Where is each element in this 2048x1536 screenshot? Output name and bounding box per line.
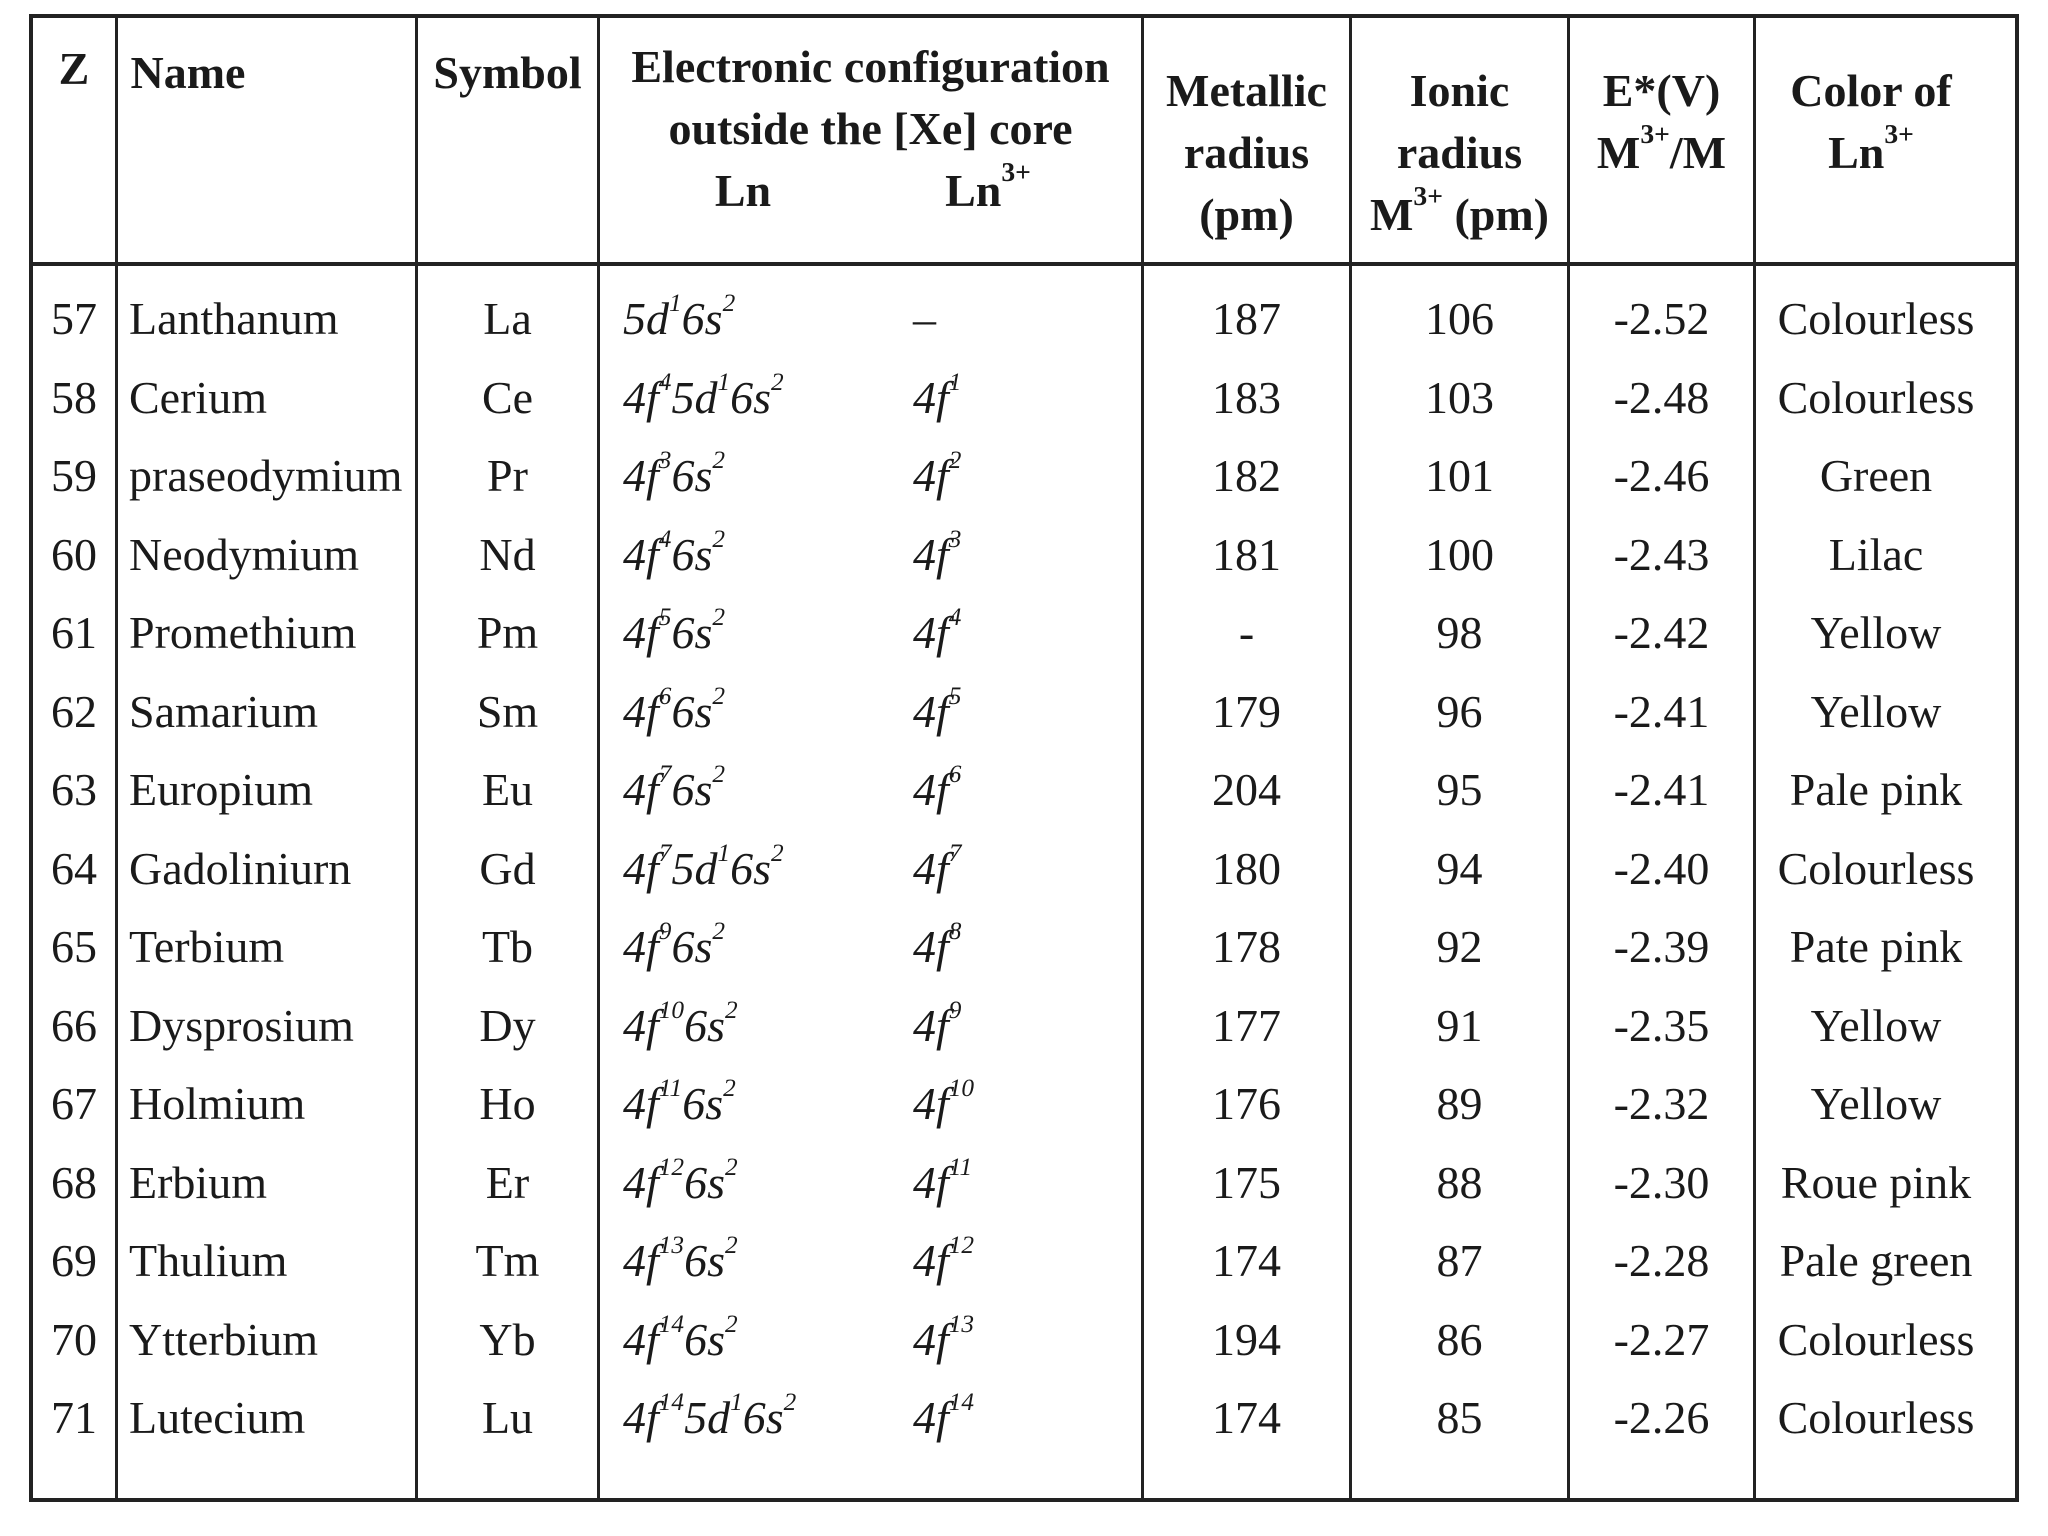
config-term: 6s: [671, 921, 713, 972]
cell-z: 66: [51, 1000, 97, 1051]
cell-symbol: Yb: [479, 1314, 536, 1365]
cell-color: Yellow: [1810, 1078, 1942, 1129]
config-exponent: 14: [948, 1388, 975, 1417]
cell-ln3-config: [913, 997, 1103, 1055]
cell-e-potential: -2.41: [1613, 764, 1710, 815]
lanthanide-table: [29, 14, 2019, 1502]
config-term: 4f: [623, 921, 659, 972]
config-exponent: 2: [712, 603, 725, 632]
cell-symbol: Pm: [476, 607, 539, 658]
cell-e-potential: -2.27: [1613, 1314, 1710, 1365]
cell-ionic-radius: 98: [1436, 607, 1483, 658]
cell-z: 63: [51, 764, 97, 815]
header-electronic-configuration: Electronic configuration outside the [Xe] core: [631, 41, 1110, 154]
cell-metallic-radius: 187: [1212, 293, 1281, 344]
cell-symbol: Gd: [479, 843, 536, 894]
cell-e-potential: -2.43: [1613, 529, 1710, 580]
config-exponent: 10: [948, 1074, 975, 1103]
config-exponent: 2: [712, 525, 725, 554]
header-divider: [33, 262, 2015, 266]
header-ionic-unit: (pm): [1442, 189, 1549, 240]
config-exponent: 5: [658, 603, 672, 632]
config-term: 6s: [682, 1078, 724, 1129]
header-symbol: Symbol: [433, 47, 582, 98]
cell-ln-config: [623, 1389, 923, 1447]
cell-ionic-radius: 101: [1425, 450, 1494, 501]
config-term: 6s: [684, 1157, 725, 1208]
config-exponent: 7: [658, 839, 672, 868]
cell-ionic-radius: 100: [1425, 529, 1494, 580]
cell-e-potential: -2.30: [1613, 1157, 1710, 1208]
config-exponent: 14: [658, 1310, 685, 1339]
config-exponent: 1: [717, 839, 731, 868]
cell-e-potential: -2.35: [1613, 1000, 1710, 1051]
config-term: 4f: [913, 529, 949, 580]
cell-name: Terbium: [129, 921, 285, 972]
cell-e-potential: -2.46: [1613, 450, 1710, 501]
cell-z: 69: [51, 1235, 97, 1286]
cell-ln3-config: [913, 447, 1103, 505]
cell-metallic-radius: 204: [1212, 764, 1281, 815]
config-term: –: [913, 293, 936, 344]
header-e-base: M: [1596, 127, 1641, 178]
cell-ionic-radius: 91: [1436, 1000, 1483, 1051]
cell-metallic-radius: 179: [1212, 686, 1281, 737]
config-exponent: 2: [783, 1388, 797, 1417]
cell-z: 71: [51, 1392, 97, 1443]
cell-color: Pate pink: [1789, 921, 1963, 972]
cell-symbol: Eu: [481, 764, 534, 815]
config-term: 4f: [623, 1235, 659, 1286]
config-term: 6s: [671, 529, 713, 580]
cell-ln3-config: [913, 526, 1103, 584]
cell-name: Europium: [129, 764, 313, 815]
cell-ionic-radius: 95: [1436, 764, 1483, 815]
cell-ln-config: [623, 447, 923, 505]
config-exponent: 12: [658, 1153, 685, 1182]
cell-ln-config: [623, 761, 923, 819]
cell-symbol: Tm: [475, 1235, 540, 1286]
config-term: 4f: [913, 1235, 949, 1286]
cell-ln3-config: [913, 1389, 1103, 1447]
cell-color: Pale pink: [1789, 764, 1963, 815]
config-exponent: 13: [658, 1231, 685, 1260]
header-e-potential: E*(V) $M^{3+}/M$: [1596, 65, 1727, 178]
cell-symbol: Lu: [481, 1392, 534, 1443]
header-name: Name: [130, 47, 246, 98]
cell-metallic-radius: 183: [1212, 372, 1281, 423]
cell-z: 61: [51, 607, 97, 658]
config-exponent: 2: [712, 760, 725, 789]
config-exponent: 2: [712, 917, 725, 946]
cell-ionic-radius: 88: [1436, 1157, 1483, 1208]
cell-name: Samarium: [129, 686, 319, 737]
cell-ln3-config: [913, 1154, 1103, 1212]
config-exponent: 1: [669, 289, 682, 318]
cell-metallic-radius: 178: [1212, 921, 1281, 972]
cell-e-potential: -2.48: [1613, 372, 1710, 423]
cell-color: Colourless: [1777, 372, 1975, 423]
cell-ionic-radius: 86: [1436, 1314, 1483, 1365]
header-ionic-base: M: [1370, 189, 1414, 240]
cell-ln-config: [623, 1311, 923, 1369]
cell-symbol: Pr: [487, 450, 528, 501]
cell-z: 67: [51, 1078, 97, 1129]
cell-ionic-radius: 92: [1436, 921, 1483, 972]
config-term: 4f: [913, 372, 949, 423]
cell-z: 57: [51, 293, 97, 344]
config-term: 6s: [684, 1000, 725, 1051]
config-term: 4f: [623, 1392, 659, 1443]
cell-metallic-radius: 180: [1212, 843, 1281, 894]
cell-color: Colourless: [1777, 1314, 1975, 1365]
config-term: 5d: [623, 293, 669, 344]
config-exponent: 4: [658, 368, 672, 397]
cell-ln3-config: [913, 290, 1103, 348]
cell-symbol: Er: [485, 1157, 530, 1208]
config-exponent: 1: [730, 1388, 743, 1417]
cell-name: Promethium: [129, 607, 357, 658]
config-term: 4f: [623, 1000, 659, 1051]
cell-ln3-config: [913, 1075, 1103, 1133]
config-term: 4f: [913, 607, 949, 658]
cell-e-potential: -2.32: [1613, 1078, 1710, 1129]
config-term: 4f: [623, 686, 659, 737]
config-term: 4f: [913, 1392, 949, 1443]
cell-name: Ytterbium: [129, 1314, 319, 1365]
config-exponent: 5: [948, 682, 962, 711]
config-term: 4f: [623, 1314, 659, 1365]
cell-color: Green: [1819, 450, 1933, 501]
config-term: 6s: [681, 293, 723, 344]
cell-name: Neodymium: [129, 529, 359, 580]
config-term: 5d: [684, 1392, 731, 1443]
header-ionic-sup: 3+: [1413, 180, 1443, 212]
cell-symbol: Tb: [481, 921, 534, 972]
config-exponent: 13: [948, 1310, 975, 1339]
config-term: 4f: [913, 1314, 949, 1365]
config-term: 4f: [623, 450, 659, 501]
config-term: 4f: [913, 843, 949, 894]
config-exponent: 9: [948, 996, 962, 1025]
cell-z: 58: [51, 372, 97, 423]
config-exponent: 2: [948, 446, 962, 475]
config-term: 4f: [623, 764, 659, 815]
config-term: 4f: [623, 529, 659, 580]
cell-ln3-config: [913, 369, 1103, 427]
cell-e-potential: -2.39: [1613, 921, 1710, 972]
column-divider: [597, 18, 600, 1498]
cell-z: 59: [51, 450, 97, 501]
config-exponent: 2: [724, 1310, 738, 1339]
cell-ln3-config: [913, 1311, 1103, 1369]
config-exponent: 1: [948, 368, 962, 397]
config-term: 6s: [671, 686, 713, 737]
cell-metallic-radius: 182: [1212, 450, 1281, 501]
cell-e-potential: -2.40: [1613, 843, 1710, 894]
cell-ln-config: [623, 526, 923, 584]
config-term: 4f: [913, 921, 949, 972]
cell-ln-config: [623, 1075, 923, 1133]
cell-z: 70: [51, 1314, 97, 1365]
header-color-base: Ln: [1828, 127, 1885, 178]
config-exponent: 10: [658, 996, 685, 1025]
cell-ln-config: [623, 997, 923, 1055]
config-term: 4f: [623, 607, 659, 658]
header-config-ln3: [913, 156, 1063, 222]
config-term: 6s: [684, 1314, 725, 1365]
header-z: Z: [58, 43, 90, 94]
config-exponent: 2: [771, 839, 784, 868]
config-term: 4f: [913, 1157, 949, 1208]
cell-name: Thulium: [129, 1235, 288, 1286]
config-term: 5d: [671, 372, 718, 423]
config-exponent: 7: [948, 839, 962, 868]
cell-color: Lilac: [1828, 529, 1924, 580]
config-exponent: 3: [658, 446, 672, 475]
config-exponent: 2: [722, 289, 736, 318]
cell-color: Pale green: [1779, 1235, 1973, 1286]
cell-ln-config: [623, 604, 923, 662]
cell-metallic-radius: 175: [1212, 1157, 1281, 1208]
cell-ionic-radius: 103: [1425, 372, 1494, 423]
cell-ln-config: [623, 1154, 923, 1212]
header-color: Color of $Ln^{3+}$: [1790, 65, 1952, 178]
cell-ionic-radius: 96: [1436, 686, 1483, 737]
cell-symbol: La: [483, 293, 532, 344]
config-term: 4f: [623, 1078, 659, 1129]
header-config-ln: Ln: [714, 165, 772, 216]
cell-ionic-radius: 85: [1436, 1392, 1483, 1443]
cell-ionic-radius: 87: [1436, 1235, 1483, 1286]
cell-symbol: Sm: [476, 686, 539, 737]
cell-z: 62: [51, 686, 97, 737]
config-term: 4f: [913, 686, 949, 737]
config-exponent: 11: [658, 1074, 683, 1103]
cell-name: Erbium: [129, 1157, 267, 1208]
header-ionic-radius: Ionic radius $M^{3+}$ (pm): [1370, 65, 1549, 240]
config-exponent: 1: [717, 368, 731, 397]
config-exponent: 6: [948, 760, 962, 789]
cell-name: Gadoliniurn: [129, 843, 352, 894]
config-exponent: 2: [724, 1153, 738, 1182]
cell-e-potential: -2.42: [1613, 607, 1710, 658]
cell-ln3-config: [913, 604, 1103, 662]
cell-ln3-config: [913, 1232, 1103, 1290]
config-term: 4f: [913, 1000, 949, 1051]
cell-symbol: Nd: [479, 529, 536, 580]
cell-ln-config: [623, 683, 923, 741]
config-exponent: 2: [724, 1231, 738, 1260]
cell-name: Holmium: [129, 1078, 306, 1129]
config-term: 6s: [671, 450, 713, 501]
config-exponent: 9: [658, 917, 672, 946]
cell-metallic-radius: 174: [1212, 1392, 1281, 1443]
config-term: 4f: [913, 1078, 949, 1129]
header-metallic-radius: Metallic radius (pm): [1166, 65, 1327, 240]
cell-e-potential: -2.41: [1613, 686, 1710, 737]
cell-color: Colourless: [1777, 293, 1975, 344]
config-exponent: 2: [724, 996, 738, 1025]
cell-metallic-radius: 181: [1212, 529, 1281, 580]
cell-z: 65: [51, 921, 97, 972]
cell-ionic-radius: 94: [1436, 843, 1483, 894]
config-term: 6s: [730, 843, 771, 894]
cell-ln3-config: [913, 683, 1103, 741]
header-e-sup: 3+: [1640, 118, 1670, 150]
cell-color: Yellow: [1810, 607, 1942, 658]
cell-symbol: Ho: [479, 1078, 536, 1129]
config-exponent: 2: [712, 446, 725, 475]
config-term: 4f: [623, 1157, 659, 1208]
config-exponent: 2: [723, 1074, 736, 1103]
cell-color: Colourless: [1777, 1392, 1975, 1443]
config-exponent: 8: [948, 917, 962, 946]
cell-name: Cerium: [129, 372, 267, 423]
config-exponent: 6: [658, 682, 672, 711]
header-color-sup: 3+: [1884, 118, 1914, 150]
cell-ionic-radius: 106: [1425, 293, 1494, 344]
cell-ln-config: [623, 369, 923, 427]
header-config-ln3-sup: 3+: [1001, 156, 1031, 188]
cell-name: Dysprosium: [129, 1000, 354, 1051]
config-term: 4f: [913, 450, 949, 501]
cell-symbol: Dy: [479, 1000, 536, 1051]
cell-symbol: Ce: [481, 372, 534, 423]
config-exponent: 2: [771, 368, 784, 397]
config-exponent: 12: [948, 1231, 975, 1260]
cell-name: Lutecium: [129, 1392, 306, 1443]
cell-metallic-radius: 176: [1212, 1078, 1281, 1129]
cell-ln3-config: [913, 840, 1103, 898]
cell-ln-config: [623, 918, 923, 976]
config-exponent: 2: [712, 682, 725, 711]
cell-ln3-config: [913, 918, 1103, 976]
config-exponent: 3: [948, 525, 962, 554]
cell-z: 60: [51, 529, 97, 580]
config-exponent: 7: [658, 760, 672, 789]
cell-z: 68: [51, 1157, 97, 1208]
config-term: 4f: [913, 764, 949, 815]
cell-e-potential: -2.26: [1613, 1392, 1710, 1443]
config-exponent: 4: [658, 525, 672, 554]
config-term: 4f: [623, 372, 659, 423]
config-exponent: 4: [948, 603, 962, 632]
config-term: 6s: [684, 1235, 725, 1286]
cell-e-potential: -2.28: [1613, 1235, 1710, 1286]
cell-metallic-radius: 174: [1212, 1235, 1281, 1286]
cell-metallic-radius: 194: [1212, 1314, 1281, 1365]
config-term: 6s: [742, 1392, 784, 1443]
cell-z: 64: [51, 843, 97, 894]
cell-e-potential: -2.52: [1613, 293, 1710, 344]
header-config-ln3-base: Ln: [945, 165, 1002, 216]
cell-color: Roue pink: [1780, 1157, 1972, 1208]
config-term: 6s: [671, 764, 713, 815]
cell-ionic-radius: 89: [1436, 1078, 1483, 1129]
cell-color: Colourless: [1777, 843, 1975, 894]
cell-color: Yellow: [1810, 1000, 1942, 1051]
cell-ln-config: [623, 1232, 923, 1290]
config-term: 5d: [671, 843, 718, 894]
cell-metallic-radius: 177: [1212, 1000, 1281, 1051]
config-term: 6s: [671, 607, 713, 658]
header-e-tail: /M: [1669, 127, 1727, 178]
config-exponent: 11: [948, 1153, 973, 1182]
config-term: 4f: [623, 843, 659, 894]
cell-ln3-config: [913, 761, 1103, 819]
cell-color: Yellow: [1810, 686, 1942, 737]
config-exponent: 14: [658, 1388, 685, 1417]
cell-ln-config: [623, 290, 923, 348]
cell-name: Lanthanum: [129, 293, 339, 344]
cell-metallic-radius: -: [1238, 607, 1255, 658]
cell-ln-config: [623, 840, 923, 898]
config-term: 6s: [730, 372, 771, 423]
cell-name: praseodymium: [129, 450, 403, 501]
column-divider: [115, 18, 118, 1498]
